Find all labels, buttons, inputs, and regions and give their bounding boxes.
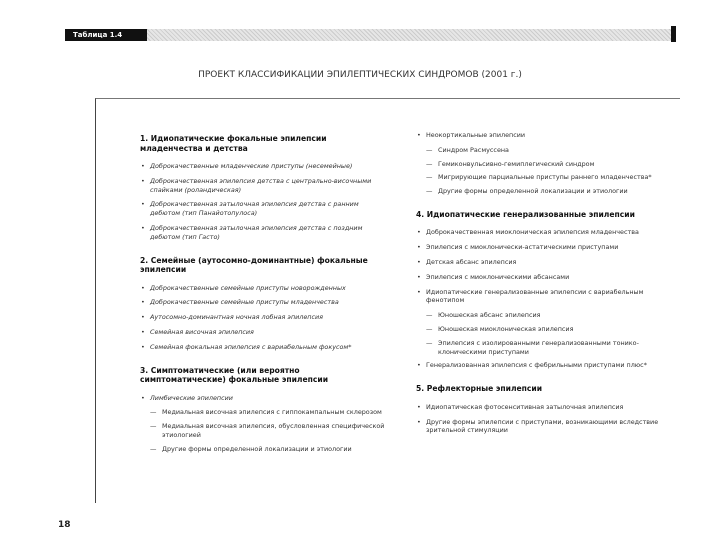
right-column: [416, 131, 678, 441]
sub-item: — Юношеская абсанс эпилепсия: [426, 311, 678, 320]
bar-end-block: [671, 26, 676, 42]
list-item: • Идиопатические генерализованные эпилепсии с вариабельным фенотипом: [416, 288, 678, 306]
list-item: • Лимбические эпилепсии: [140, 394, 385, 403]
sub-item: — Эпилепсия с изолированными генерализованными тонико-клоническими приступами: [426, 339, 678, 357]
list-item: • Идиопатическая фотосенситивная затылочная эпилепсия: [416, 403, 678, 412]
list-item: • Доброкачественная миоклоническая эпилепсия младенчества: [416, 228, 678, 237]
list-item: • Генерализованная эпилепсия с фебрильными приступами плюс*: [416, 361, 678, 370]
section-heading: 4. Идиопатические генерализованные эпилепсии: [416, 209, 635, 219]
table-header-bar: [65, 29, 676, 41]
section-heading: 2. Семейные (аутосомно-доминантные) фокальные эпилепсии: [140, 255, 368, 275]
list-item: • Доброкачественные семейные приступы новорожденных: [140, 284, 385, 293]
sub-item: — Другие формы определенной локализации и этиологии: [150, 445, 385, 454]
sub-item: — Юношеская миоклоническая эпилепсия: [426, 325, 678, 334]
list-item: • Семейная височная эпилепсия: [140, 328, 385, 337]
section-heading: 1. Идиопатические фокальные эпилепсии младенчества и детства: [140, 134, 327, 153]
list-item: • Аутосомно-доминантная ночная лобная эпилепсия: [140, 313, 385, 322]
section-heading: 3. Симптоматические (или вероятно симптоматические) фокальные эпилепсии: [140, 365, 329, 385]
list-item: • Доброкачественные младенческие приступы (несемейные): [140, 162, 385, 171]
list-item: • Эпилепсия с миоклоническими абсансами: [416, 273, 678, 282]
list-item: • Доброкачественная эпилепсия детства с центрально-височными спайками (роландическая): [140, 177, 385, 195]
sub-item: — Другие формы определенной локализации и этиологии: [426, 187, 678, 196]
list-item: • Детская абсанс эпилепсия: [416, 258, 678, 267]
list-item: • Доброкачественная затылочная эпилепсия детства с поздним дебютом (тип Гасто): [140, 224, 385, 242]
list-item: • Семейная фокальная эпилепсия с вариабельным фокусом*: [140, 343, 385, 352]
list-item: • Доброкачественные семейные приступы младенчества: [140, 298, 385, 307]
list-item: • Неокортикальные эпилепсии: [416, 131, 678, 140]
sub-item: — Медиальная височная эпилепсия, обусловленная специфической этиологией: [150, 422, 385, 440]
list-item: • Другие формы эпилепсии с приступами, возникающими вследствие зрительной стимуляции: [416, 418, 678, 436]
page-number: 18: [58, 520, 71, 530]
sub-item: — Медиальная височная эпилепсия с гиппокампальным склерозом: [150, 408, 385, 417]
list-item: • Доброкачественная затылочная эпилепсия детства с ранним дебютом (тип Панайотопулоса): [140, 200, 385, 218]
table-label: Таблица 1.4: [65, 29, 147, 41]
page-title: ПРОЕКТ КЛАССИФИКАЦИИ ЭПИЛЕПТИЧЕСКИХ СИНДРОМОВ (2001 г.): [198, 70, 522, 80]
sub-item: — Мигрирующие парциальные приступы раннего младенчества*: [426, 173, 678, 182]
left-column: [140, 134, 385, 459]
sub-item: — Гемиконвульсивно-гемиплегический синдром: [426, 160, 678, 169]
list-item: • Эпилепсия с миоклонически-астатическими приступами: [416, 243, 678, 252]
section-heading: 5. Рефлекторные эпилепсии: [416, 384, 543, 394]
sub-item: — Синдром Расмуссена: [426, 146, 678, 155]
